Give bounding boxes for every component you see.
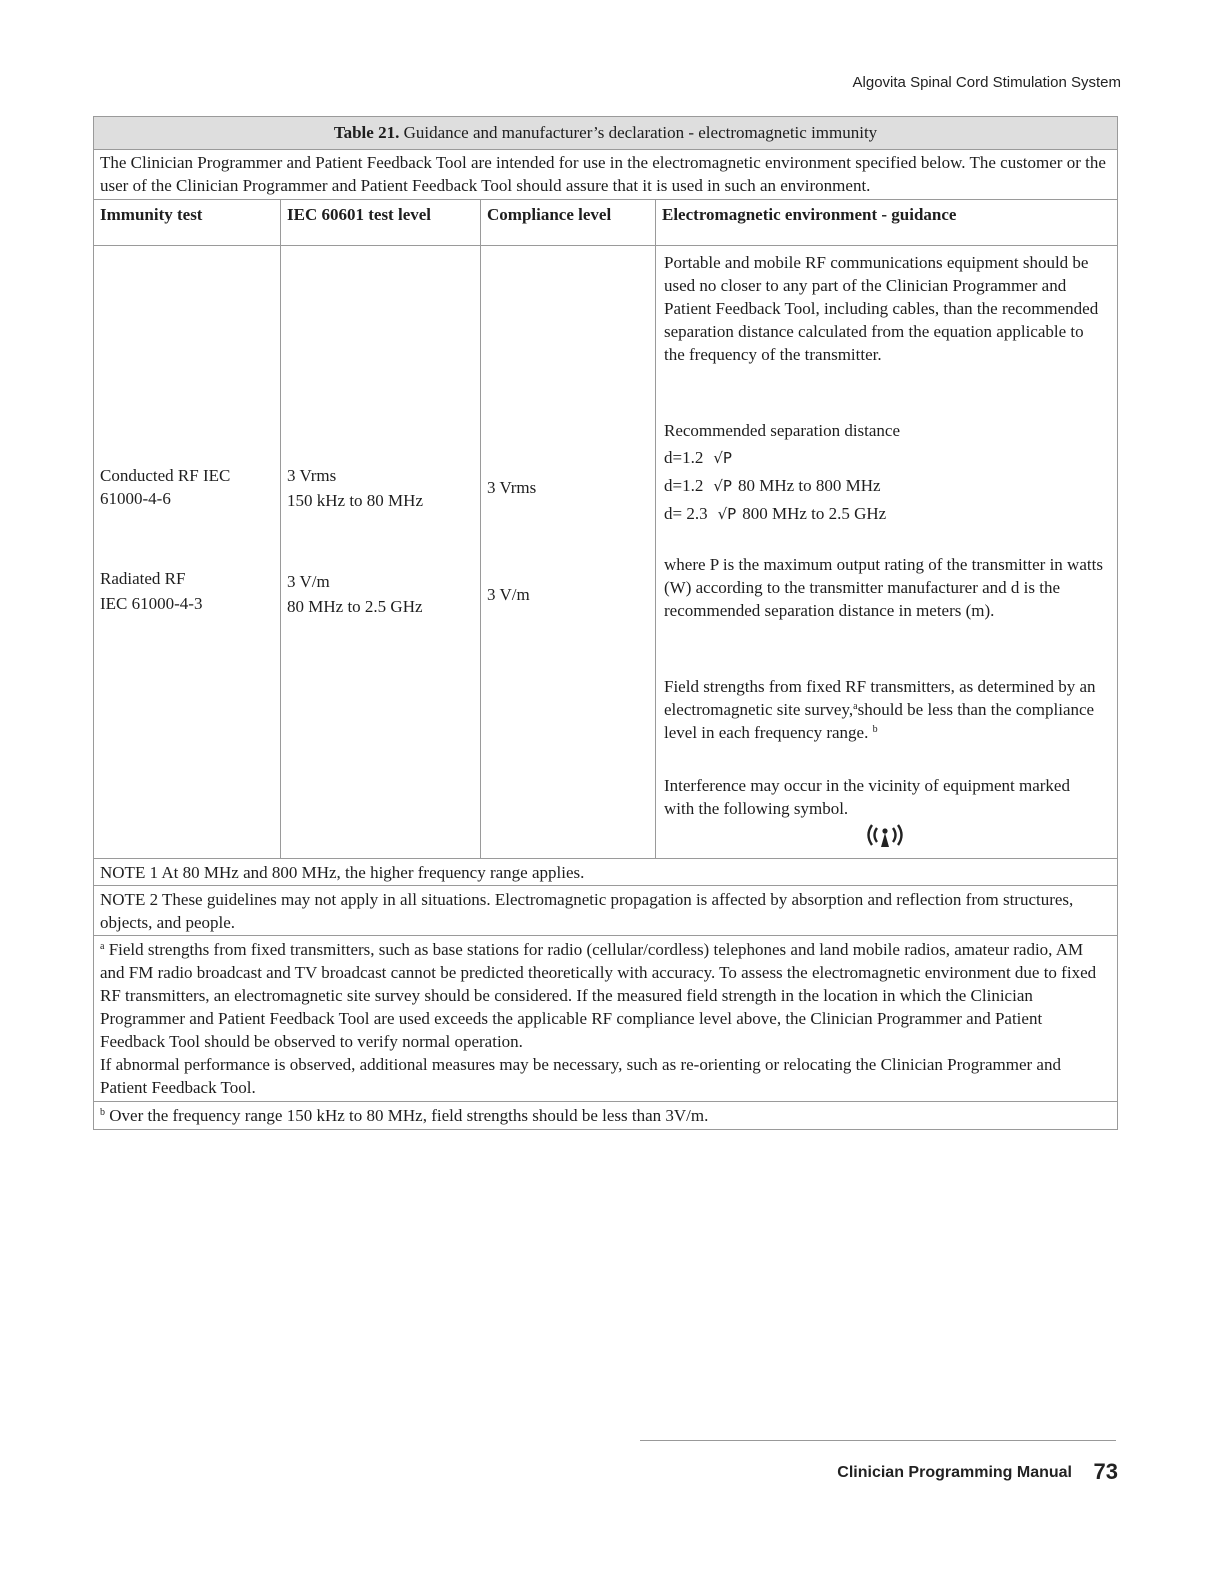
page-number: 73 (1093, 1459, 1118, 1484)
note-1: NOTE 1 At 80 MHz and 800 MHz, the higher frequency range applies. (94, 859, 1118, 886)
non-ionizing-radiation-icon (863, 821, 907, 855)
running-header-title: Algovita Spinal Cord Stimulation System (852, 74, 1121, 91)
separation-distance-title: Recommended separation distance (664, 421, 901, 440)
table-caption (94, 117, 1118, 150)
guidance-field-strength-paragraph: Field strengths from fixed RF transmitters, as determined by an electromagnetic site survey,$^a$should be less than the compliance level in each frequency range. $^b$ (664, 677, 1096, 742)
table-intro: The Clinician Programmer and Patient Feedback Tool are intended for use in the electromagnetic environment specified below. The customer or the user of the Clinician Programmer and Patient Feedback Tool should assure that it is used in such an environment. (94, 150, 1118, 200)
immunity-table (93, 116, 1118, 1130)
immunity-test-cell (94, 246, 281, 859)
equation-1: d=1.2 √P (664, 446, 1104, 470)
equation-3: d= 2.3 √P 800 MHz to 2.5 GHz (664, 502, 1104, 526)
separation-distance-block (664, 419, 1104, 526)
footer-manual-title: Clinician Programming Manual (837, 1464, 1072, 1481)
conducted-rf-level: 3 Vrms 150 kHz to 80 MHz (287, 466, 423, 510)
column-header-guidance: Electromagnetic environment - guidance (656, 200, 1118, 246)
note-2: NOTE 2 These guidelines may not apply in all situations. Electromagnetic propagation is affected by absorption and reflection from structures, objects, and people. (94, 886, 1118, 936)
conducted-rf-compliance: 3 Vrms (487, 478, 537, 497)
footnote-b: $^b$ Over the frequency range 150 kHz to 80 MHz, field strengths should be less than 3V/m. (94, 1102, 1118, 1130)
radiated-rf-level: 3 V/m 80 MHz to 2.5 GHz (287, 572, 423, 616)
sqrt-p-symbol: √P (713, 477, 732, 495)
guidance-interference-paragraph: Interference may occur in the vicinity of equipment marked with the following symbol. (664, 776, 1070, 818)
footnote-a: $^a$ Field strengths from fixed transmitters, such as base stations for radio (cellular/cordless) telephones and land mobile radios, amateur radio, AM and FM radio broadcast and TV broadcast cannot be predicted theoretically with accuracy. To assess the electromagnetic environment due to fixed RF transmitters, an electromagnetic site survey should be considered. If the measured field strength in the location in which the Clinician Programmer and Patient Feedback Tool are used exceeds the applicable RF compliance level above, the Clinician Programmer and Patient Feedback Tool should be observed to verify normal operation. If abnormal performance is observed, additional measures may be necessary, such as re-orienting or relocating the Clinician Programmer and Patient Feedback Tool. (94, 936, 1118, 1102)
column-header-test-level: IEC 60601 test level (281, 200, 481, 246)
equation-2: d=1.2 √P 80 MHz to 800 MHz (664, 474, 1104, 498)
table-caption-label: Table 21. (333, 123, 400, 142)
column-header-compliance-level: Compliance level (481, 200, 656, 246)
radiated-rf-compliance: 3 V/m (487, 585, 530, 604)
sqrt-p-symbol: √P (713, 449, 732, 467)
guidance-cell (656, 246, 1118, 859)
conducted-rf-test: Conducted RF IEC 61000-4-6 (100, 466, 231, 508)
guidance-separation-paragraph: Portable and mobile RF communications equipment should be used no closer to any part of the Clinician Programmer and Patient Feedback Tool, including cables, than the recommended separation distance calculated from the equation applicable to the frequency of the transmitter. (664, 253, 1099, 364)
radiated-rf-test: Radiated RF IEC 61000-4-3 (100, 569, 203, 613)
footer-divider (640, 1440, 1116, 1441)
column-header-immunity-test: Immunity test (94, 200, 281, 246)
table-caption-text: Guidance and manufacturer’s declaration - electromagnetic immunity (399, 123, 878, 142)
compliance-level-cell (481, 246, 656, 859)
test-level-cell (281, 246, 481, 859)
sqrt-p-symbol: √P (717, 505, 737, 523)
guidance-where-paragraph: where P is the maximum output rating of the transmitter in watts (W) according to the transmitter manufacturer and d is the recommended separation distance in meters (m). (664, 555, 1103, 620)
